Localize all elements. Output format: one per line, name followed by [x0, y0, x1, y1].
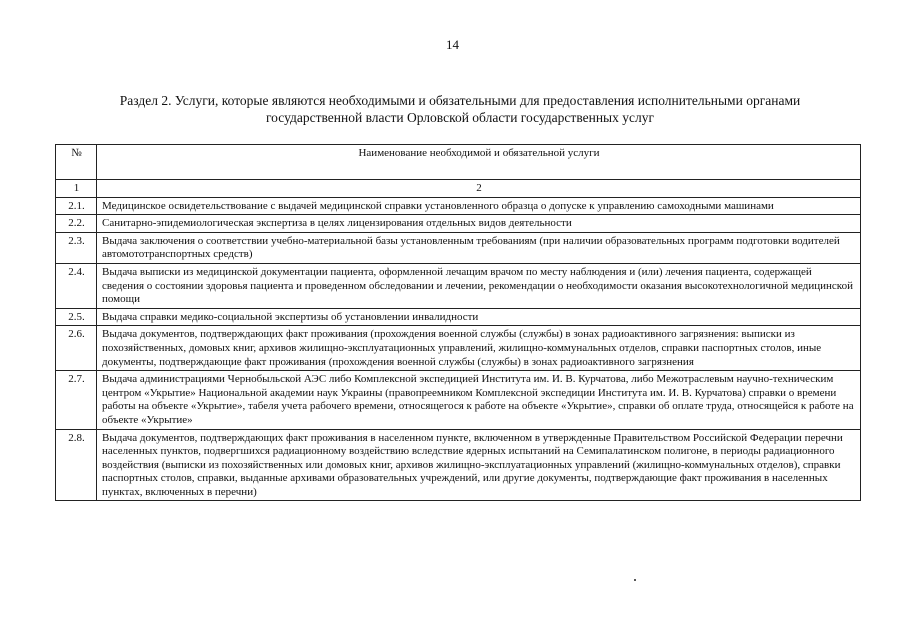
section-title: [40, 92, 880, 126]
row-service-text: Выдача документов, подтверждающих факт проживания (прохождения военной службы (службы) в зонах радиоактивного загрязнения: выписки из похозяйственных, домовых книг, архивов жилищно-эксплуатационных управлений, жилищно-коммунальных отделов, справки паспортных столов, иные документы, подтверждающие факт проживания (прохождения военной службы (службы) в зонах радиоактивного загрязнения: [97, 326, 861, 371]
row-number: 2.3.: [56, 232, 97, 263]
row-number: 2.7.: [56, 371, 97, 429]
row-service-text: Выдача заключения о соответствии учебно-материальной базы установленным требованиям (при наличии образовательных программ подготовки водителей автомототранспортных средств): [97, 232, 861, 263]
row-number: 2.5.: [56, 308, 97, 326]
section-title-line-1: Раздел 2. Услуги, которые являются необходимыми и обязательными для предоставления исполнительными органами: [119, 93, 801, 108]
table-row: [56, 197, 861, 215]
row-number: 2.2.: [56, 215, 97, 233]
column-number-1: 1: [56, 180, 97, 198]
row-service-text: Выдача выписки из медицинской документации пациента, оформленной лечащим врачом по месту наблюдения и (или) лечения пациента, содержащей сведения о состоянии здоровья пациента и проведенном обследовании и лечении, рекомендации о необходимости оказания высокотехнологичной медицинской помощи: [97, 263, 861, 308]
row-service-text: Медицинское освидетельствование с выдачей медицинской справки установленного образца о допуске к управлению самоходными машинами: [97, 197, 861, 215]
services-table: [55, 144, 861, 501]
table-row: [56, 232, 861, 263]
row-number: 2.6.: [56, 326, 97, 371]
column-number-row: [56, 180, 861, 198]
table-row: [56, 308, 861, 326]
row-number: 2.1.: [56, 197, 97, 215]
scan-speck: [634, 579, 636, 581]
row-number: 2.8.: [56, 429, 97, 501]
table-row: [56, 429, 861, 501]
table-row: [56, 263, 861, 308]
row-service-text: Выдача справки медико-социальной экспертизы об установлении инвалидности: [97, 308, 861, 326]
row-service-text: Выдача документов, подтверждающих факт проживания в населенном пункте, включенном в утвержденные Правительством Российской Федерации перечни населенных пунктов, подвергшихся радиационному воздействию вследствие ядерных испытаний на Семипалатинском полигоне, в периоды радиационного воздействия (выписки из похозяйственных или домовых книг, архивов жилищно-эксплуатационных управлений (жилищно-коммунальных отделов), справки паспортных столов, справки, выданные архивами образовательных учреждений, или другие документы, подтверждающие факт проживания в населенных пунктах, включенных в перечни): [97, 429, 861, 501]
table-row: [56, 326, 861, 371]
table-row: [56, 371, 861, 429]
table-header-row: [56, 145, 861, 180]
header-service-name: Наименование необходимой и обязательной услуги: [97, 145, 861, 180]
table-row: [56, 215, 861, 233]
section-title-line-2: государственной власти Орловской области государственных услуг: [265, 110, 655, 125]
page-number: 14: [446, 37, 459, 52]
row-service-text: Выдача администрациями Чернобыльской АЭС либо Комплексной экспедицией Института им. И. В. Курчатова, либо Межотраслевым научно-техническим центром «Укрытие» Национальной академии наук Украины (правопреемником Комплексной экспедиции Института им. И. В. Курчатова) справки о времени работы на объекте «Укрытие», табеля учета рабочего времени, относящегося к работе на объекте «Укрытие», справки об оплате труда, относящейся к работе на объекте «Укрытие»: [97, 371, 861, 429]
row-number: 2.4.: [56, 263, 97, 308]
row-service-text: Санитарно-эпидемиологическая экспертиза в целях лицензирования отдельных видов деятельности: [97, 215, 861, 233]
column-number-2: 2: [97, 180, 861, 198]
header-number: №: [56, 145, 97, 180]
